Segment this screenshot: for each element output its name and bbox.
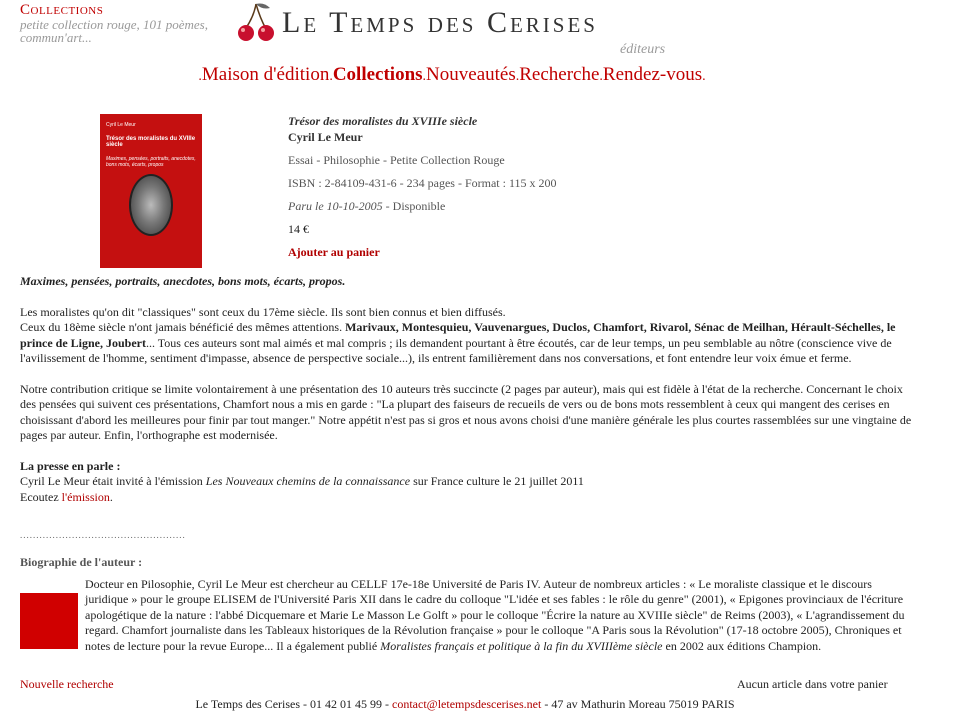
press-heading: La presse en parle : xyxy=(20,458,121,473)
main-nav xyxy=(0,64,904,86)
nav-separator: . xyxy=(329,69,333,84)
bio-text xyxy=(85,577,905,654)
bio-heading: Biographie de l'auteur : xyxy=(20,555,143,569)
bio-text-a: Docteur en Pilosophie, Cyril Le Meur est chercheur au CELLF 17e-18e Université de Paris IV. Auteur de nombreux articles : « Le moraliste classique et le discours juridique » pour le groupe ELISEM de l'Université Paris XII dans le cadre du colloque "L'idée et ses fables : le rôle du genre" (2001), « Epigones provinciaux de l'écriture apologétique de la nature : l'abbé Dicquemare et Marie Le Masson Le Golft » pour le colloque "Écrire la nature au XVIIIe siècle" de Reims (2003), « L'agrandissement du regard. Chamfort journaliste dans les Tableaux historiques de la Révolution française » pour le colloque "A Paris sous la Révolution" (17-18 octobre 2005), Chroniques et notes de lecture pour la revue Europe... Il a également publié xyxy=(85,577,905,653)
book-cart-line xyxy=(288,245,708,260)
book-date-line xyxy=(288,199,708,214)
book-description xyxy=(20,274,915,505)
nav-collections[interactable]: Collections xyxy=(332,64,423,85)
description-author-names: Marivaux, Montesquieu, Vauvenargues, Duclos, Chamfort, Rivarol, Sénac de Meilhan, Hérault-Séchelles, le prince de Ligne, Joubert xyxy=(20,320,896,350)
book-title: Trésor des moralistes du XVIIIe siècle xyxy=(288,114,478,128)
add-to-cart-button[interactable]: Ajouter au panier xyxy=(288,245,380,259)
description-p1-line2 xyxy=(20,320,915,366)
cover-title: Trésor des moralistes du XVIIIe siècle xyxy=(106,136,196,148)
nav-maison-edition[interactable]: Maison d'édition xyxy=(201,64,330,85)
book-price: 14 € xyxy=(288,222,309,236)
footer-text-b: - 47 av Mathurin Moreau 75019 PARIS xyxy=(541,697,735,711)
nav-separator: . xyxy=(599,69,603,84)
listen-line xyxy=(20,490,915,505)
cover-portrait xyxy=(129,174,173,236)
site-logo[interactable]: Le Temps des Cerises xyxy=(282,6,598,39)
book-category: Essai - Philosophie - Petite Collection Rouge xyxy=(288,153,505,167)
bio-book-title: Moralistes français et politique à la fin du XVIIIème siècle xyxy=(380,638,663,653)
press-line xyxy=(20,474,915,489)
book-date: Paru le 10-10-2005 xyxy=(288,199,383,213)
nav-separator: . xyxy=(515,69,520,84)
nav-separator: . xyxy=(702,69,706,84)
nav-rendez-vous[interactable]: Rendez-vous xyxy=(602,64,703,85)
press-text-b: sur France culture le 21 juillet 2011 xyxy=(410,474,584,489)
description-p2: Notre contribution critique se limite volontairement à une présentation des 10 auteurs très succincte (2 pages par auteur), mais qui est fidèle à l'état de la recherche. Concernant le choix des pensées qui suivent ces présentations, Chamfort nous a mis en garde : "La plupart des faiseurs de recueils de vers ou de bons mots ressemblent à ceux qui mangent des cerises en choisissant d'abord les meilleures pour finir par tout manger." Notre appétit n'est pas si gros et nous avons choisi d'une manière générale les plus courtes rassemblées sur une vingtaine de pages par auteur. Enfin, l'orthographe est modernisée. xyxy=(20,381,912,443)
footer-text-a: Le Temps des Cerises - 01 42 01 45 99 - xyxy=(195,697,393,711)
cart-status: Aucun article dans votre panier xyxy=(737,677,888,691)
cover-author: Cyril Le Meur xyxy=(106,122,136,128)
collections-title[interactable]: Collections xyxy=(20,2,104,18)
nav-separator: . xyxy=(198,69,202,84)
emission-link[interactable]: l'émission xyxy=(61,489,110,504)
listen-text-b: . xyxy=(109,489,113,504)
description-p1-line1: Les moralistes qu'on dit "classiques" sont ceux du 17ème siècle. Ils sont bien connus et bien diffusés. xyxy=(20,304,506,319)
description-p1-start: Ceux du 18ème siècle n'ont jamais bénéficié des mêmes attentions. xyxy=(20,320,346,335)
new-search-link[interactable]: Nouvelle recherche xyxy=(20,677,114,691)
footer xyxy=(0,697,930,712)
description-p1-rest: ... Tous ces auteurs sont mal aimés et mal compris ; ils demandent pourtant à être écoutés, car de leur temps, un peu semblable au nôtre (conscience vive de l'avilissement de l'homme, sentiment d'impasse, absence de perspective sociale...), ils entrent familièrement dans nos conversations, et font entendre leur voix émue et ferme. xyxy=(20,335,892,366)
book-author: Cyril Le Meur xyxy=(288,130,363,144)
press-text-a: Cyril Le Meur était invité à l'émission xyxy=(20,474,206,489)
author-photo xyxy=(20,593,78,649)
nav-recherche[interactable]: Recherche xyxy=(519,64,600,85)
listen-text-a: Ecoutez xyxy=(20,489,62,504)
bio-text-b: en 2002 aux éditions Champion. xyxy=(662,638,822,653)
footer-email-link[interactable]: contact@letempsdescerises.net xyxy=(392,697,542,711)
book-info xyxy=(288,114,708,260)
cherry-icon xyxy=(236,2,278,42)
book-isbn: ISBN : 2-84109-431-6 - 234 pages - Format : 115 x 200 xyxy=(288,176,557,190)
site-logo-subtitle: éditeurs xyxy=(620,42,666,57)
divider: ................................................... xyxy=(20,530,186,540)
book-intro: Maximes, pensées, portraits, anecdotes, bons mots, écarts, propos. xyxy=(20,274,346,288)
cover-subtitle: Maximes, pensées, portraits, anecdotes, bons mots, écarts, propos xyxy=(106,156,196,168)
nav-separator: . xyxy=(422,69,427,84)
press-show-name: Les Nouveaux chemins de la connaissance xyxy=(205,474,411,489)
book-cover xyxy=(100,114,202,268)
book-availability: - Disponible xyxy=(382,199,446,213)
nav-nouveautes[interactable]: Nouveautés xyxy=(426,64,516,85)
collections-subtitle: petite collection rouge, 101 poèmes, commun'art... xyxy=(20,17,208,45)
